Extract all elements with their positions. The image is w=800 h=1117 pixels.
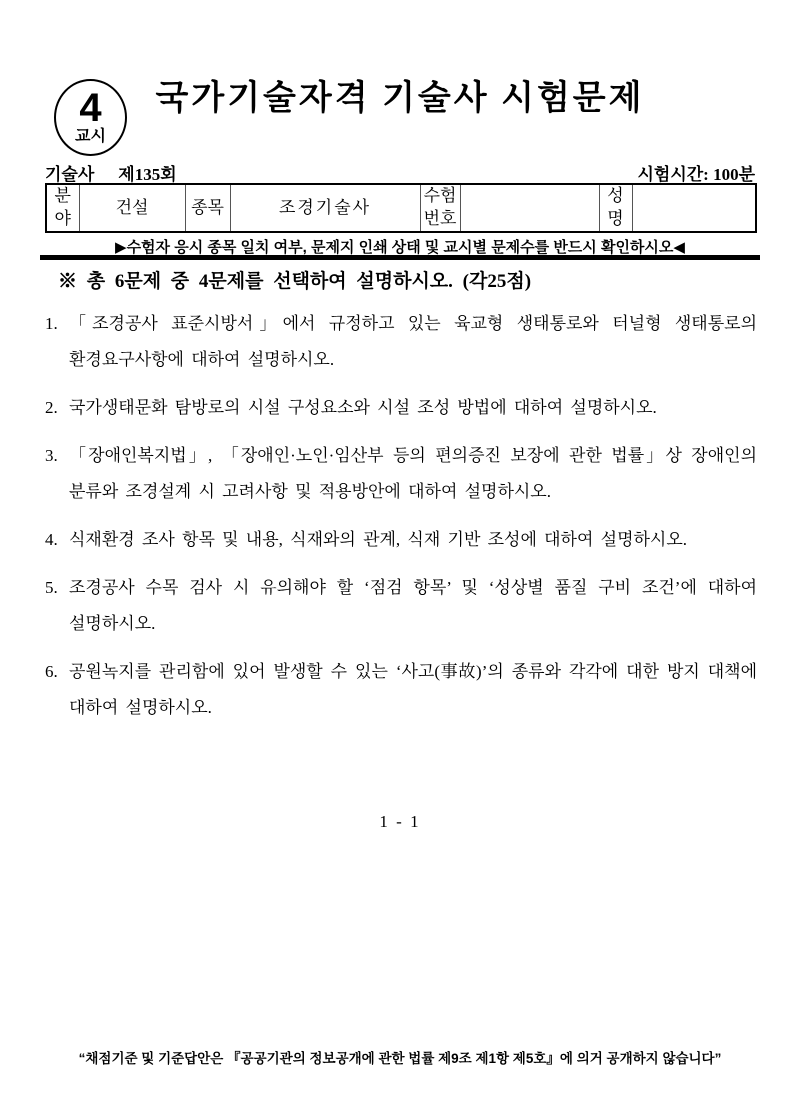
question-number: 5. (45, 578, 58, 597)
meta-row (45, 160, 755, 185)
question-item (45, 438, 757, 510)
question-text: 국가생태문화 탐방로의 시설 구성요소와 시설 조성 방법에 대하여 설명하시오. (69, 398, 657, 417)
name-label: 성명 (599, 184, 632, 232)
question-number: 1. (45, 314, 58, 333)
field-label: 분야 (46, 184, 79, 232)
question-number: 3. (45, 446, 58, 465)
question-number: 2. (45, 398, 58, 417)
exam-info-table (45, 183, 757, 233)
question-item (45, 522, 757, 558)
subject-value: 조경기술사 (230, 184, 420, 232)
footer-disclosure-note: “채점기준 및 기준답안은 『공공기관의 정보공개에 관한 법률 제9조 제1항 제5호』에 의거 공개하지 않습니다” (78, 1051, 722, 1066)
question-item (45, 570, 757, 642)
subject-label: 종목 (185, 184, 230, 232)
question-item (45, 654, 757, 726)
exam-number-blank-cell (460, 184, 599, 232)
question-number: 6. (45, 662, 58, 681)
question-list (45, 306, 757, 738)
exam-type: 기술사 (45, 165, 95, 184)
session-number: 4 (79, 86, 102, 130)
exam-duration: 시험시간: 100분 (637, 165, 755, 184)
field-value: 건설 (79, 184, 185, 232)
question-text: 식재환경 조사 항목 및 내용, 식재와의 관계, 식재 기반 조성에 대하여 설명하시오. (69, 530, 688, 549)
check-notice: ▶수험자 응시 종목 일치 여부, 문제지 인쇄 상태 및 교시별 문제수를 반드시 확인하시오◀ (115, 239, 685, 256)
selection-instruction: ※ 총 6문제 중 4문제를 선택하여 설명하시오. (각25점) (58, 271, 532, 292)
question-text: 공원녹지를 관리함에 있어 발생할 수 있는 ‘사고(事故)’의 종류와 각각에 대한 방지 대책에 대하여 설명하시오. (69, 662, 757, 717)
question-number: 4. (45, 530, 58, 549)
double-rule-divider (40, 255, 760, 260)
question-item (45, 306, 757, 378)
question-text: 조경공사 수목 검사 시 유의해야 할 ‘점검 항목’ 및 ‘성상별 품질 구비 조건’에 대하여 설명하시오. (69, 578, 757, 633)
exam-round: 제135회 (118, 165, 177, 184)
exam-meta (45, 160, 177, 185)
session-label: 교시 (75, 128, 106, 145)
question-text: 「장애인복지법」, 「장애인·노인·임산부 등의 편의증진 보장에 관한 법률」상 장애인의 분류와 조경설계 시 고려사항 및 적용방안에 대하여 설명하시오. (69, 446, 757, 501)
exam-number-label: 수험번호 (420, 184, 460, 232)
page-title: 국가기술자격 기술사 시험문제 (155, 80, 645, 117)
page-number: 1 - 1 (379, 812, 421, 831)
question-item (45, 390, 757, 426)
name-blank-cell (632, 184, 756, 232)
question-text: 「조경공사 표준시방서」에서 규정하고 있는 육교형 생태통로와 터널형 생태통로의 환경요구사항에 대하여 설명하시오. (69, 314, 757, 369)
